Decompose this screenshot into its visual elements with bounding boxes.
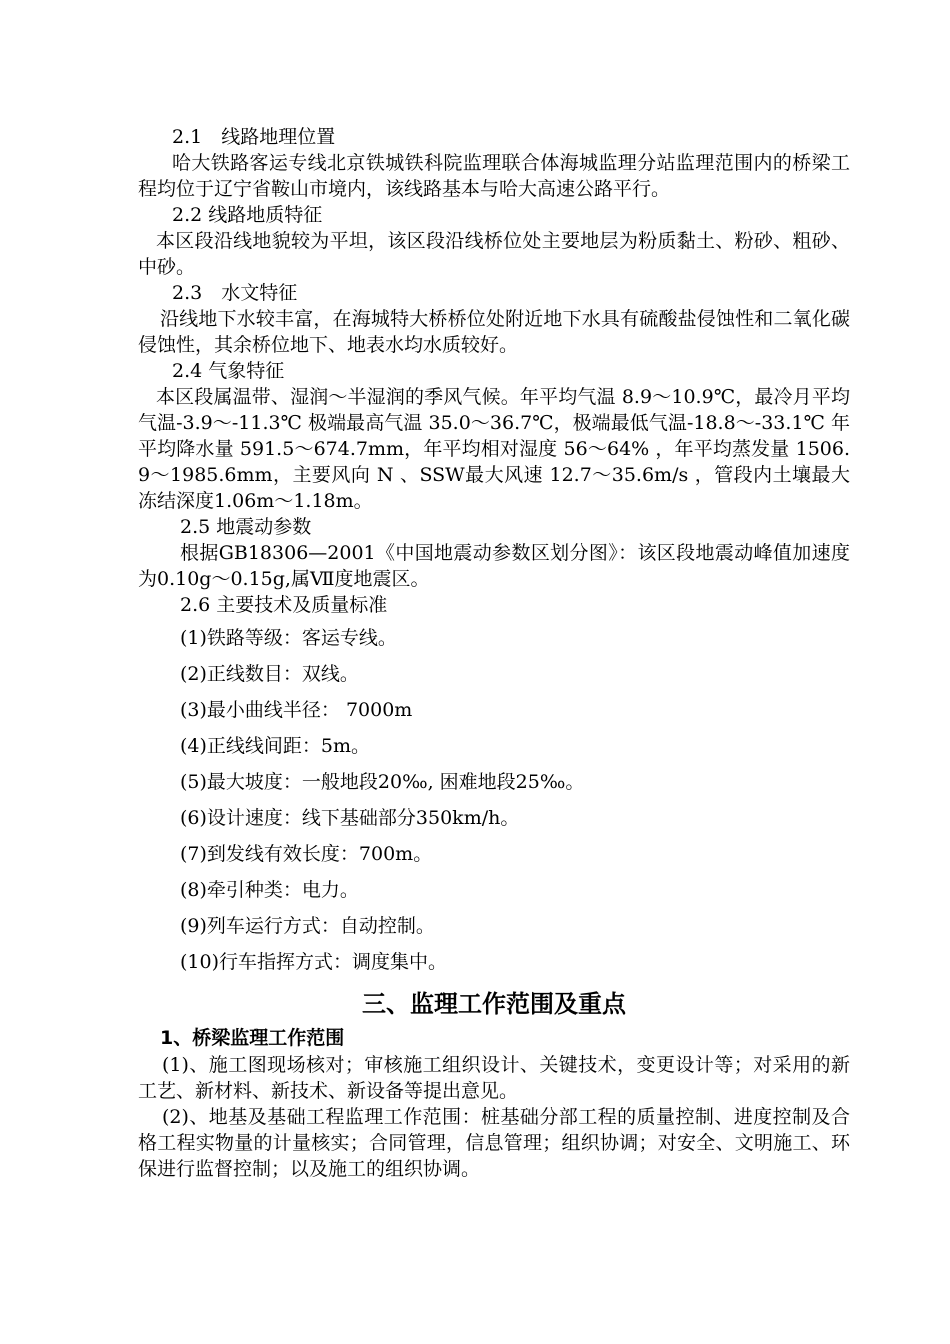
standard-item-10: (10)行车指挥方式：调度集中。: [180, 951, 448, 973]
paragraph-2-5: 根据GB18306—2001《中国地震动参数区划分图》：该区段地震动峰值加速度为0.10g～0.15g,属Ⅶ度地震区。: [138, 542, 850, 590]
heading-2-5: 2.5 地震动参数: [180, 516, 312, 538]
paragraph-2-3: 沿线地下水较丰富，在海城特大桥桥位处附近地下水具有硫酸盐侵蚀性和二氧化碳侵蚀性，其余桥位地下、地表水均水质较好。: [138, 308, 850, 356]
heading-2-2: 2.2 线路地质特征: [172, 204, 323, 226]
document-body: [138, 124, 850, 1182]
scope-paragraph-1: (1)、施工图现场核对；审核施工组织设计、关键技术，变更设计等；对采用的新工艺、新材料、新技术、新设备等提出意见。: [138, 1054, 850, 1102]
heading-2-6: 2.6 主要技术及质量标准: [180, 594, 388, 616]
standard-item-2: (2)正线数目：双线。: [180, 663, 359, 685]
standard-item-4: (4)正线线间距：5m。: [180, 735, 371, 757]
standard-item-6: (6)设计速度：线下基础部分350km/h。: [180, 807, 520, 829]
heading-2-3: 2.3 水文特征: [172, 282, 298, 304]
heading-2-4: 2.4 气象特征: [172, 360, 285, 382]
standard-item-1: (1)铁路等级：客运专线。: [180, 627, 397, 649]
heading-2-1: 2.1 线路地理位置: [172, 126, 336, 148]
paragraph-2-4: 本区段属温带、湿润～半湿润的季风气候。年平均气温 8.9～10.9℃，最冷月平均气温-3.9～-11.3℃ 极端最高气温 35.0～36.7℃，极端最低气温-18.8～-33.1℃ 年平均降水量 591.5～674.7mm，年平均相对湿度 56～64% ，年平均蒸发量 1506.9～1985.6mm，主要风向 N 、SSW最大风速 12.7～35.6m/s ，管段内土壤最大冻结深度1.06m～1.18m。: [138, 386, 850, 512]
standard-item-5: (5)最大坡度：一般地段20‰, 困难地段25‰。: [180, 771, 585, 793]
standard-item-7: (7)到发线有效长度：700m。: [180, 843, 433, 865]
scope-paragraph-2: (2)、地基及基础工程监理工作范围：桩基础分部工程的质量控制、进度控制及合格工程实物量的计量核实；合同管理，信息管理；组织协调；对安全、文明施工、环保进行监督控制；以及施工的组织协调。: [138, 1106, 850, 1180]
standard-item-9: (9)列车运行方式：自动控制。: [180, 915, 435, 937]
subsection-1-heading: 1、桥梁监理工作范围: [160, 1027, 345, 1049]
standard-item-3: (3)最小曲线半径： 7000m: [180, 699, 413, 721]
standard-item-8: (8)牵引种类：电力。: [180, 879, 359, 901]
section-3-title: 三、监理工作范围及重点: [362, 990, 626, 1018]
paragraph-2-1: 哈大铁路客运专线北京铁城铁科院监理联合体海城监理分站监理范围内的桥梁工程均位于辽宁省鞍山市境内，该线路基本与哈大高速公路平行。: [138, 152, 850, 200]
paragraph-2-2: 本区段沿线地貌较为平坦，该区段沿线桥位处主要地层为粉质黏土、粉砂、粗砂、中砂。: [138, 230, 850, 278]
